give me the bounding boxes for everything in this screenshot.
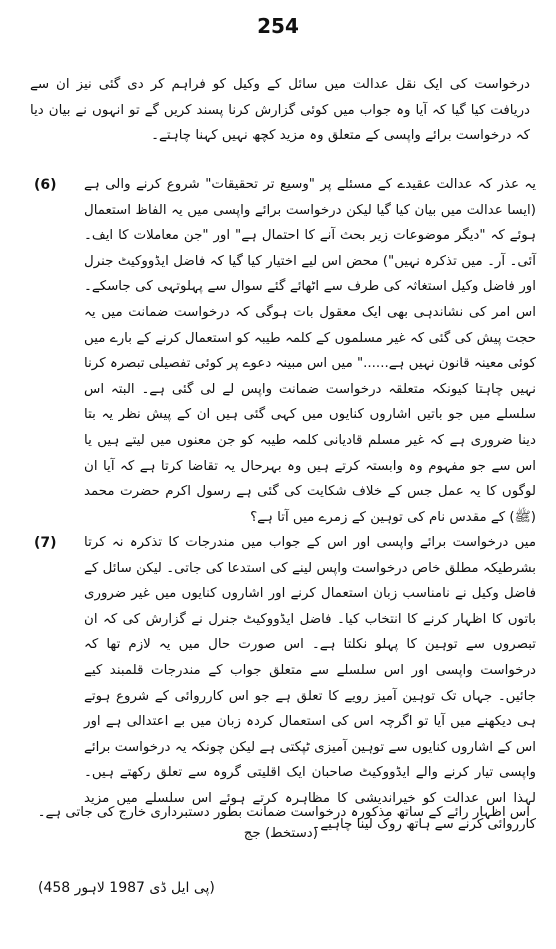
page-number: 254: [257, 14, 299, 38]
closing-paragraph: اس اظہار رائے کے ساتھ مذکورہ درخواست ضمانت بطور دستبرداری خارج کی جاتی ہے۔: [37, 805, 530, 820]
paragraph-6: یہ عذر کہ عدالت عقیدے کے مسئلے پر "وسیع تر تحقیقات" شروع کرنے والی ہے (ایسا عدالت میں بیان کیا گیا لیکن درخواست برائے واپسی میں یہ الفاظ استعمال ہوئے کہ "دیگر موضوعات زیر بحث آنے کا احتمال ہے" اور "جن معاملات کا ایف۔ آئی۔ آر۔ میں تذکرہ نہیں") محض اس لیے اختیار کیا گیا کہ فاضل ایڈووکیٹ جنرل اور فاضل وکیل استغاثہ کی طرف سے اٹھائے گئے سوال سے پہلوتہی کی جاسکے۔ اس امر کی نشاندہی بھی ایک معقول بات ہوگی کہ درخواست ضمانت میں یہ حجت پیش کی گئی کہ غیر مسلموں کے کلمہ طیبہ کو استعمال کرنے کے بارے میں کوئی معینہ قانون نہیں ہے......" میں اس مبینہ دعوے پر کوئی تفصیلی تبصرہ کرنا نہیں چاہتا کیونکہ متعلقہ درخواست ضمانت واپس لے لی گئی ہے۔ البتہ اس سلسلے میں جو باتیں اشاروں کنایوں میں کہی گئی ہیں ان کے پیش نظر یہ بتا دینا ضروری ہے کہ غیر مسلم قادیانی کلمہ طیبہ کو جن معنوں میں لیتے ہیں یا اس سے جو مفہوم وہ وابستہ کرتے ہیں وہ بہرحال یہ تقاضا کرتا ہے کہ آیا ان لوگوں کا یہ عمل جس کے خلاف شکایت کی گئی ہے رسول اکرم حضرت محمد (ﷺ) کے مقدس نام کی توہین کے زمرے میں آتا ہے؟: [84, 177, 536, 525]
paragraph-7: میں درخواست برائے واپسی اور اس کے جواب میں مندرجات کا تذکرہ نہ کرتا بشرطیکہ مطلق خاص درخواست واپس لینے کی استدعا کی جاتی۔ لیکن سائل کے فاضل وکیل نے نامناسب زبان استعمال کرنے اور اشاروں کنایوں میں غیر ضروری باتوں کا اظہار کرنے کا انتخاب کیا۔ فاضل ایڈووکیٹ جنرل نے گزارش کی کہ ان تبصروں سے توہین کا پہلو نکلتا ہے۔ اس صورت حال میں یہ لازم تھا کہ درخواست واپسی اور اس سلسلے سے متعلق جواب کے مندرجات قلمبند کیے جائیں۔ جہاں تک توہین آمیز رویے کا تعلق ہے جو اس کارروائی کے شروع ہوتے ہی دیکھنے میں آیا تو اگرچہ اس کی استعمال کردہ زبان میں بے اعتدالی ہے اور اس کے اشاروں کنایوں سے توہین آمیزی ٹپکتی ہے لیکن چونکہ یہ درخواست برائے واپسی تیار کرنے والے ایڈووکیٹ صاحبان ایک اقلیتی گروہ سے تعلق رکھتے ہیں۔ لہذا اس عدالت کو خیراندیشی کا مظاہرہ کرتے ہوئے اس سلسلے میں مزید کارروائی کرنے سے ہاتھ روک لینا چاہیے۔: [84, 535, 536, 832]
intro-paragraph: درخواست کی ایک نقل عدالت میں سائل کے وکیل کو فراہم کر دی گئی نیز ان سے دریافت کیا گیا کہ آیا وہ جواب میں کوئی گزارش کرنا پسند کریں گے تو انہوں نے بیان دیا کہ درخواست برائے واپسی کے متعلق وہ مزید کچھ نہیں کہنا چاہتے۔: [30, 77, 530, 144]
citation: (پی ایل ڈی 1987 لاہور 458): [38, 880, 215, 896]
paragraph-6-number: (6): [34, 177, 57, 193]
signature: (دستخط) جج: [243, 826, 318, 841]
paragraph-7-number: (7): [34, 535, 57, 551]
